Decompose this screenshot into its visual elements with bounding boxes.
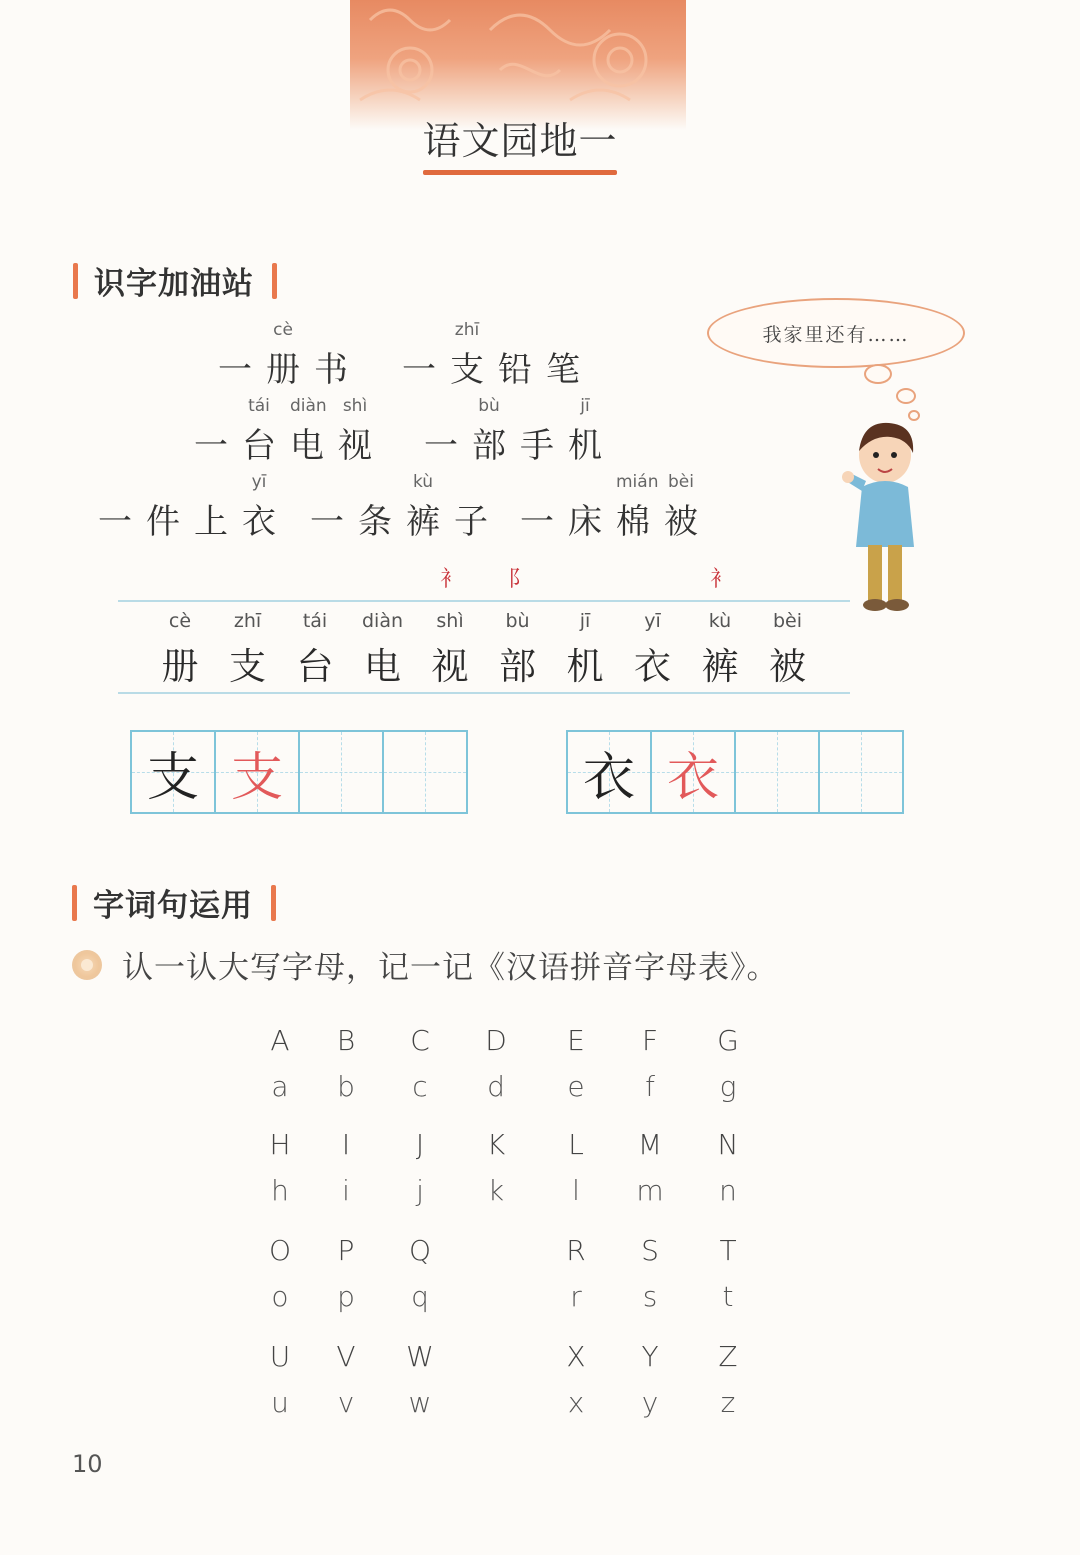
lowercase-letter: w [408,1386,432,1419]
lowercase-letter: x [567,1386,585,1419]
phrase-text: 一台电视 [194,426,386,466]
uppercase-letter: N [717,1128,739,1161]
phrase-item [520,472,712,543]
uppercase-letter: T [719,1234,737,1267]
lowercase-letter: z [720,1386,736,1419]
uppercase-letter: S [641,1234,659,1267]
lowercase-letter: m [636,1174,664,1207]
heading-bar-left [73,263,78,299]
radical-3: 衤 [710,567,733,592]
phrase-pinyin [402,320,594,342]
new-character [218,610,278,690]
phrase-text: 一条裤子 [310,502,502,542]
grid-cell-model [132,732,216,812]
phrase-text: 一支铅笔 [402,350,594,390]
character-pinyin: cè [168,610,192,632]
phrase-item [98,472,290,543]
phrase-text: 一部手机 [424,426,616,466]
lowercase-letter: o [271,1280,289,1313]
exercise-instruction [72,942,779,987]
lowercase-letter: k [487,1174,505,1207]
phrase-item [402,320,594,391]
trace-character: 衣 [666,747,719,808]
model-character: 衣 [582,747,635,808]
uppercase-letter: A [270,1024,290,1057]
uppercase-letter: F [641,1024,659,1057]
character-pinyin: bèi [772,610,803,632]
phrase-item [310,472,502,543]
phrase-pinyin [218,320,362,342]
lowercase-letter: g [719,1070,737,1103]
pinyin-syllable: diàn [290,396,327,416]
phrase-item [424,396,616,467]
new-character [758,610,818,690]
lowercase-letter: n [719,1174,737,1207]
lowercase-letter: r [570,1280,582,1313]
lowercase-letter: a [271,1070,289,1103]
phrase-pinyin [310,472,502,494]
pinyin-syllable: jī [580,396,590,416]
uppercase-letter: P [337,1234,355,1267]
section-heading-text: 字词句运用 [93,888,253,924]
character-pinyin: kù [708,610,732,632]
pinyin-syllable: mián [616,472,659,492]
radical-1: 衤 [440,567,463,592]
lowercase-letter: d [487,1070,505,1103]
heading-bar-right [272,263,277,299]
uppercase-letter: R [566,1234,586,1267]
character-glyph: 台 [296,645,334,688]
uppercase-letter: H [269,1128,291,1161]
writing-grid-1 [130,730,468,814]
pinyin-syllable: yī [251,472,267,492]
page-number: 10 [72,1450,103,1478]
pinyin-syllable: bèi [668,472,694,492]
thought-bubble-text: 我家里还有…… [762,323,910,346]
uppercase-letter: M [637,1128,663,1161]
character-glyph: 册 [161,645,199,688]
new-character [150,610,210,690]
phrase-pinyin [520,472,712,494]
lowercase-letter: u [271,1386,289,1419]
uppercase-letter: E [567,1024,585,1057]
pinyin-syllable: zhī [454,320,480,340]
uppercase-letter: Z [718,1340,738,1373]
uppercase-letter: J [415,1128,425,1161]
pinyin-syllable: cè [273,320,293,340]
uppercase-letter: Y [641,1340,659,1373]
uppercase-letter: L [568,1128,584,1161]
grid-cell-blank [820,732,902,812]
new-character [488,610,548,690]
char-row-bottom-rule [118,692,850,694]
pinyin-syllable: kù [412,472,434,492]
lowercase-letter: t [722,1280,734,1313]
instruction-text: 认一认大写字母，记一记《汉语拼音字母表》。 [122,950,779,986]
uppercase-letter: G [717,1024,739,1057]
character-pinyin: yī [644,610,661,632]
lowercase-letter: b [337,1070,355,1103]
bubble-dot-medium [896,388,916,404]
phrase-pinyin [424,396,616,418]
character-pinyin: diàn [361,610,404,632]
grid-cell-blank [384,732,466,812]
lowercase-letter: y [641,1386,659,1419]
uppercase-letter: O [268,1234,292,1267]
uppercase-letter: I [341,1128,351,1161]
character-glyph: 机 [566,645,604,688]
character-glyph: 衣 [634,645,671,688]
uppercase-letter: D [485,1024,507,1057]
bubble-dot-large [864,364,892,384]
uppercase-letter: C [410,1024,430,1057]
lowercase-letter: e [567,1070,585,1103]
phrase-text: 一床棉被 [520,502,712,542]
character-pinyin: tái [302,610,328,632]
lowercase-letter: h [271,1174,289,1207]
trace-character: 支 [230,747,283,808]
phrase-item [194,396,386,467]
grid-cell-blank [736,732,820,812]
title-underline [423,170,617,175]
new-character [420,610,480,690]
character-pinyin: bù [505,610,530,632]
thought-bubble-icon [707,298,965,368]
uppercase-letter: K [486,1128,506,1161]
model-character: 支 [146,747,199,808]
new-character [285,610,345,690]
new-character [555,610,615,690]
uppercase-letter: U [269,1340,291,1373]
pinyin-syllable: tái [248,396,270,416]
lowercase-letter: v [337,1386,355,1419]
uppercase-letter: W [406,1340,434,1373]
unit-title: 语文园地一 [422,119,618,163]
pinyin-syllable: bù [478,396,500,416]
section-heading-text: 识字加油站 [94,266,254,302]
character-glyph: 裤 [701,645,739,688]
phrase-text: 一件上衣 [98,502,290,542]
flower-bullet-icon [72,950,102,980]
char-row-top-rule [118,600,850,602]
pinyin-syllable: shì [342,396,368,416]
heading-bar-left [72,885,77,921]
lowercase-letter: i [342,1174,350,1207]
lowercase-letter: p [337,1280,355,1313]
lowercase-letter: q [411,1280,429,1313]
grid-cell-trace [652,732,736,812]
boy-illustration [840,415,930,615]
lowercase-letter: f [645,1070,655,1103]
heading-bar-right [271,885,276,921]
character-pinyin: zhī [233,610,262,632]
character-glyph: 被 [769,645,806,688]
phrase-item [218,320,362,391]
new-character [353,610,413,690]
grid-cell-trace [216,732,300,812]
radical-2: 阝 [508,567,531,592]
lowercase-letter: j [416,1174,424,1207]
uppercase-letter: B [336,1024,356,1057]
section-heading-usage [72,880,276,925]
phrase-text: 一册书 [218,350,362,390]
character-glyph: 部 [499,645,536,688]
lowercase-letter: l [572,1174,580,1207]
grid-cell-blank [300,732,384,812]
character-glyph: 电 [364,645,401,688]
writing-grid-2 [566,730,904,814]
grid-cell-model [568,732,652,812]
new-character [690,610,750,690]
character-pinyin: jī [579,610,591,632]
uppercase-letter: Q [408,1234,432,1267]
uppercase-letter: X [566,1340,586,1373]
lowercase-letter: s [642,1280,658,1313]
character-glyph: 支 [229,645,266,688]
lowercase-letter: c [412,1070,428,1103]
new-character [623,610,683,690]
character-glyph: 视 [431,645,469,688]
phrase-pinyin [194,396,386,418]
uppercase-letter: V [336,1340,356,1373]
section-heading-literacy [73,258,277,303]
phrase-pinyin [98,472,290,494]
character-pinyin: shì [436,610,464,632]
